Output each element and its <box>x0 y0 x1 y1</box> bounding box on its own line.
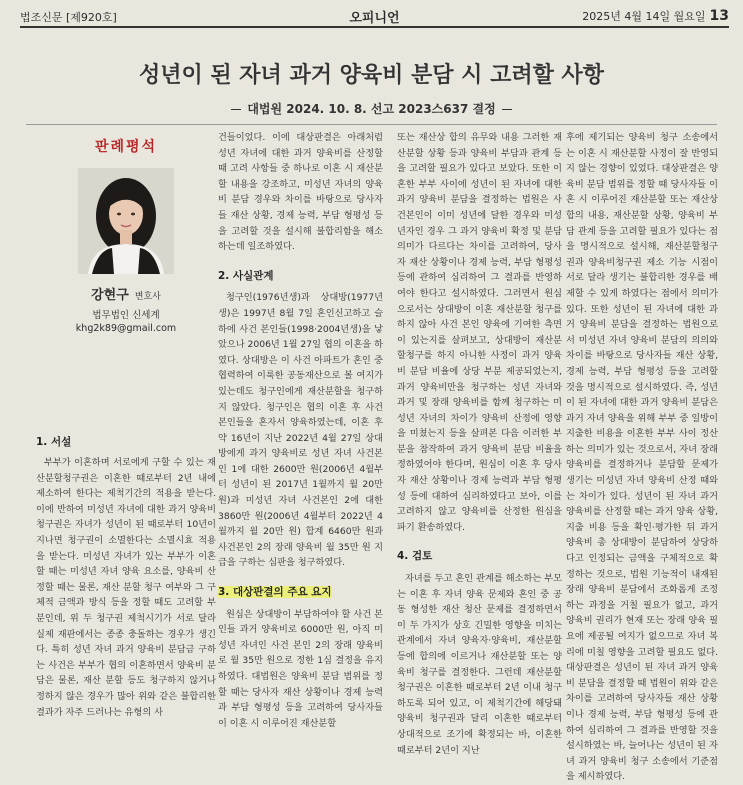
subtitle-text: 대법원 2024. 10. 8. 선고 2023스637 결정 <box>247 102 496 116</box>
issue-date <box>582 8 729 24</box>
author-email: khg2k89@gmail.com <box>75 323 177 334</box>
portrait-illustration <box>78 168 174 274</box>
page-number: 13 <box>709 8 729 24</box>
page-header <box>20 6 729 28</box>
section-3-continued: 또는 재산상 합의 유무와 내용 그러한 재산분할 상황 등과 양육비 부담과 관계 등을 고려할 필요가 있다고 보았다. 또한 이혼한 부부 사이에 성년이 된 자녀에 대한 과거 양육비 분담을 결정하는 법원은 사건본인이 이미 성년에 달한 경우와 미성년자인 경우 그 과거 양육비 확정 및 분담 의미가 다르다는 차이를 고려하여, 당사자 재산 상황이나 경제 능력, 부담 형평성 등에 관하여 심리하여 그 결과를 반영하여야 한다고 설시하였다. 그러면서 원심으로서는 상대방이 이혼 재산분할 청구를 하지 않아 사건 본인 양육에 기여한 측면이 있는지를 살펴보고, 상대방이 재산분할청구를 하지 아니한 사정이 과거 양육비 분담 비율에 상당 부분 제공되었는지, 과거 양육비만을 청구하는 성년 자녀와 과거 및 장래 양육비를 함께 청구하는 미성년 자녀의 차이가 양육비 산정에 영향을 미쳤는지 등을 살펴본 다음 이러한 부분을 참작하여 과거 양육비 분담 비율을 정하였어야 한다며, 원심이 이혼 후 당사자 재산 상황이나 경제 능력과 부담 형평성 등에 대하여 심리하였다고 보아, 이를 고려하지 않고 양육비를 산정한 원심을 파기 환송하였다. <box>397 132 562 533</box>
author-firm: 법무법인 신세계 <box>92 310 160 321</box>
article-subtitle <box>0 100 743 117</box>
section-4-continued: 후에 제기되는 양육비 청구 소송에서는 이혼 시 재산분할 사정이 잘 반영되지 않는 경향이 있었다. 대상판결은 양육비 분담 범위를 정할 때 당사자들 이혼 시 이루어진 재산분할 또는 재산상 합의 내용, 재산분할 상황, 양육비 부담 관계 등을 고려할 필요가 있다는 점을 명시적으로 설시해, 재산분할청구권과 양육비청구권 제소 기능 시점이 서로 달라 생기는 불합리한 경우를 배제할 수 있게 하였다는 점에서 의미가 있다. 또한 성년이 된 자녀에 대한 과거 양육비 분담을 결정하는 법원으로서 미성년 자녀 양육비 분담의 의의와 차이를 바탕으로 당사자들 재산 상황, 경제 능력, 부담 형평성 등을 고려할 것을 명시적으로 설시하였다. 즉, 성년이 된 자녀에 대한 과거 양육비 분담은 과거 자녀 양육을 위해 부부 중 일방이 지출한 비용을 이혼한 부부 사이 정산하는 의미가 있는 것으로서, 자녀 장래 양육비를 결정하거나 분담할 문제가 생기는 미성년 자녀 양육비 산정 때와는 차이가 있다. 성년이 된 자녀 과거 양육비를 산정할 때는 과거 양육 상황, 지출 비용 등을 확인·평가한 뒤 과거 양육비 총 상대방이 분담하여 상당하다고 인정되는 금액을 구체적으로 확정하는 것으로, 법원 기능적이 내재된 장래 양육비 분담에서 조화롭게 조정하는 과정을 거칠 필요가 없고, 과거 양육비 권리가 현재 또는 장래 양육 필요에 제공될 여지가 없으므로 자녀 복리에 미칠 영향을 고려할 필요도 없다. 대상판결은 성년이 된 자녀 과거 양육비 분담을 결정할 때 법원이 위와 같은 차이를 고려하여 당사자들 재산 상황이나 경제 능력, 부담 형평성 등에 관하여 심리하여 그 결과를 반영할 것을 설시하였는 바, 늘어나는 성년이 된 자녀 과거 양육비 청구 소송에서 기준점을 제시하였다. <box>566 132 718 783</box>
title-divider <box>26 124 717 125</box>
dash-right <box>502 109 512 110</box>
column-2 <box>218 130 383 731</box>
date-text: 2025년 4월 14일 월요일 <box>582 10 706 23</box>
section-2-body: 청구인(1976년생)과 상대방(1977년생)은 1997년 8월 7일 혼인신고하고 슬하에 사건 본인들(1998·2004년생)을 낳았으나 2006년 1월 27일 협의 이혼을 하였다. 상대방은 이 사건 아파트가 혼인 중 협력하여 이룩한 공동재산으로 볼 여지가 있는데도 청구인에게 재산분할을 청구하지 않았다. 청구인은 협의 이혼 후 사건 본인들을 혼자서 양육하였는데, 이혼 후 약 16년이 지난 2022년 4월 27일 상대방에게 과거 양육비로 성년 자녀 사건본인 1에 대한 2600만 원(2006년 4월부터 성년이 된 2017년 1월까지 월 20만 원)과 미성년 자녀 사건본인 2에 대한 3860만 원(2006년 4월부터 2022년 4월까지 월 20만 원) 합계 6460만 원과 사건본인 2의 장래 양육비 월 35만 원 지급을 구하는 심판을 청구하였다. <box>218 292 383 569</box>
section-1-continued: 건들이었다. 이에 대상판결은 아래처럼 성년 자녀에 대한 과거 양육비를 산정할 때 고려 사항들 중 하나로 이혼 시 재산분할 내용을 강조하고, 미성년 자녀의 양육비 분담 경우와 차이를 바탕으로 당사자들 재산 상황, 경제 능력, 부담 형평성 등을 고려할 것을 설시해 불합리함을 해소하는데 일조하였다. <box>218 132 383 253</box>
paper-name: 법조신문 [제920호] <box>20 11 117 24</box>
section-4-body: 자녀를 두고 혼인 관계를 해소하는 부모는 이혼 후 자녀 양육 문제와 혼인 중 공동 형성한 재산 청산 문제를 결정하면서 이 두 가지가 상호 긴밀한 영향을 미치는 관계에서 자녀 양육자·양육비, 재산분할 등에 합의에 이르거나 재산분할 또는 양육비 청구를 결정한다. 그런데 재산분할청구권은 이혼한 때로부터 2년 이내 청구하도록 되어 있고, 이 제척기간에 해당돼 양육비 청구권과 달리 이혼한 때로부터 상대적으로 조기에 확정되는 바, 이혼한 때로부터 2년이 지난 <box>397 573 562 756</box>
article-title: 성년이 된 자녀 과거 양육비 분담 시 고려할 사항 <box>138 63 605 88</box>
column-4 <box>566 130 718 785</box>
author-portrait <box>78 168 174 274</box>
section-1-text: 부부가 이혼하며 서로에게 구할 수 있는 재산분할청구권은 이혼한 때로부터 2년 내에 제소하여 한다는 제척기간의 적용을 받는다. 이에 반하여 미성년 자녀에 대한 과거 양육비 청구권은 자녀가 성년이 된 때로부터 10년이 지나면 청구권이 소멸한다는 소멸시효 적용을 받는다. 미성년 자녀가 있는 부부가 이혼할 때는 미성년 자녀 양육 요소를, 양육비 산정할 때는 물론, 재산 분할 청구 여부와 그 구체적 금액과 방식 등을 정할 때도 고려할 부분인데, 위 두 청구권 제척시기가 서로 달라 실제 재판에서는 종종 충돌하는 경우가 생긴다. 특히 성년 자녀 과거 양육비 분담금 구하는 사건은 부부가 협의 이혼하면서 양육비 분담은 물론, 재산 분할 등도 청구하지 않거나 정하지 않은 경우가 많아 위와 같은 불합리한 결과가 자주 드러나는 유형의 사 <box>36 457 216 718</box>
section-2-title: 2. 사실관계 <box>218 269 274 282</box>
author-column <box>36 130 216 720</box>
column-3 <box>397 130 562 758</box>
section-1-title: 1. 서설 <box>36 436 72 448</box>
section-name: 오피니언 <box>349 11 400 26</box>
section-4-title: 4. 검토 <box>397 550 433 563</box>
column-label: 판례평석 <box>94 139 158 155</box>
section-3-title: 3. 대상판결의 주요 요지 <box>218 586 332 599</box>
section-3-body: 원심은 상대방이 부담하여야 할 사건 본인들 과거 양육비로 6000만 원, 아직 미성년 자녀인 사건 본인 2의 장래 양육비로 월 35만 원으로 정한 1심 결정을 유지하였다. 대법원은 양육비 분담 범위를 정할 때는 당사자 재산 상황이나 경제 능력과 부담 형평성 등을 고려하여 당사자들이 이혼 시 이루어진 재산분할 <box>218 608 383 729</box>
dash-left <box>231 109 241 110</box>
section-3-title-wrap <box>218 585 383 601</box>
author-name: 강현구 <box>91 288 129 303</box>
author-line <box>36 284 216 303</box>
author-role: 변호사 <box>134 292 161 302</box>
section-1-body <box>36 455 216 720</box>
